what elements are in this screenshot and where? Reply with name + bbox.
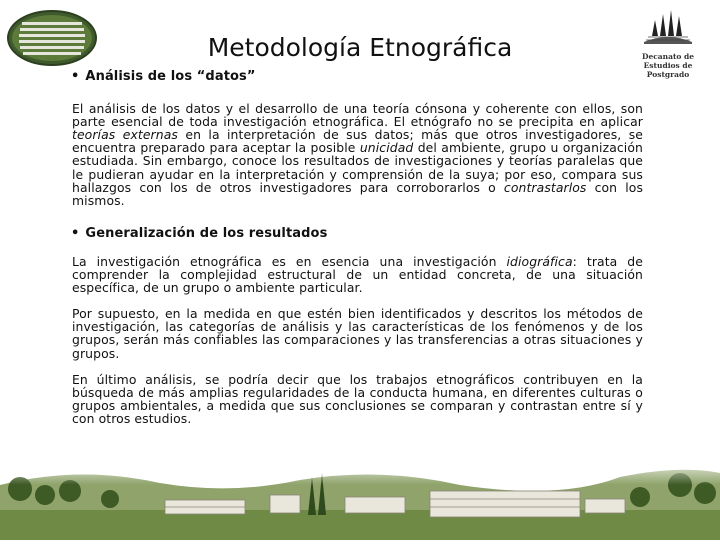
emphasized-term: contrastarlos [503,179,587,195]
heading-text: Generalización de los resultados [85,225,328,241]
emphasized-term: idiográfica [506,253,573,269]
paragraph: En último análisis, se podría decir que los trabajos etnográficos contribuyen en la búsqueda de más amplias regularidades de la conducta humana, en diferentes culturas o grupos ambientales, a medida que sus conclusiones se comparan y contrastan entre sí y con otros estudios. [72,371,643,426]
university-emblem-icon [6,8,98,66]
emphasized-term: teorías externas [72,127,178,143]
campus-landscape-icon [0,455,720,540]
section-heading [71,70,643,83]
page-title: Metodología Etnográfica [207,33,513,62]
postgraduate-logo [622,6,714,79]
slide-content [72,70,643,425]
campus-panorama-image [0,455,720,540]
department-line-2: Estudios de Postgrado [643,61,693,79]
trees-emblem-icon [640,6,696,46]
paragraph: La investigación etnográfica es en esencia una investigación idiográfica: trata de comprender la complejidad estructural de un entidad concreta, de una situación específica, de un grupo o ambiente particular. [72,253,643,296]
paragraph: Por supuesto, en la medida en que estén bien identificados y descritos los métodos de investigación, las categorías de análisis y las características de los fenómenos y de los grupos, serán más confiables las comparaciones y las transferencias a otras situaciones y grupos. [72,306,643,361]
bullet-dot-icon: • [71,225,80,241]
bullet-dot-icon: • [71,69,80,84]
department-line-1: Decanato de [641,52,695,61]
university-logo [6,8,98,66]
heading-text: Análisis de los “datos” [85,69,256,84]
emphasized-term: unicidad [359,140,414,156]
section-heading [71,227,643,240]
paragraph: El análisis de los datos y el desarrollo de una teoría cónsona y coherente con ellos, son parte esencial de toda investigación etnográfica. El etnógrafo no se precipita en aplicar teorías externas en la interpretación de sus datos; más que otros investigadores, se encuentra preparado para aceptar la posible unicidad del ambiente, grupo u organización estudiada. Sin embargo, conoce los resultados de investigaciones y teorías paralelas que le pudieran ayudar en la interpretación y comprensión de la suya; por eso, compara sus hallazgos con los de otros investigadores para corroborarlos o contrastarlos con los mismos. [72,101,644,208]
